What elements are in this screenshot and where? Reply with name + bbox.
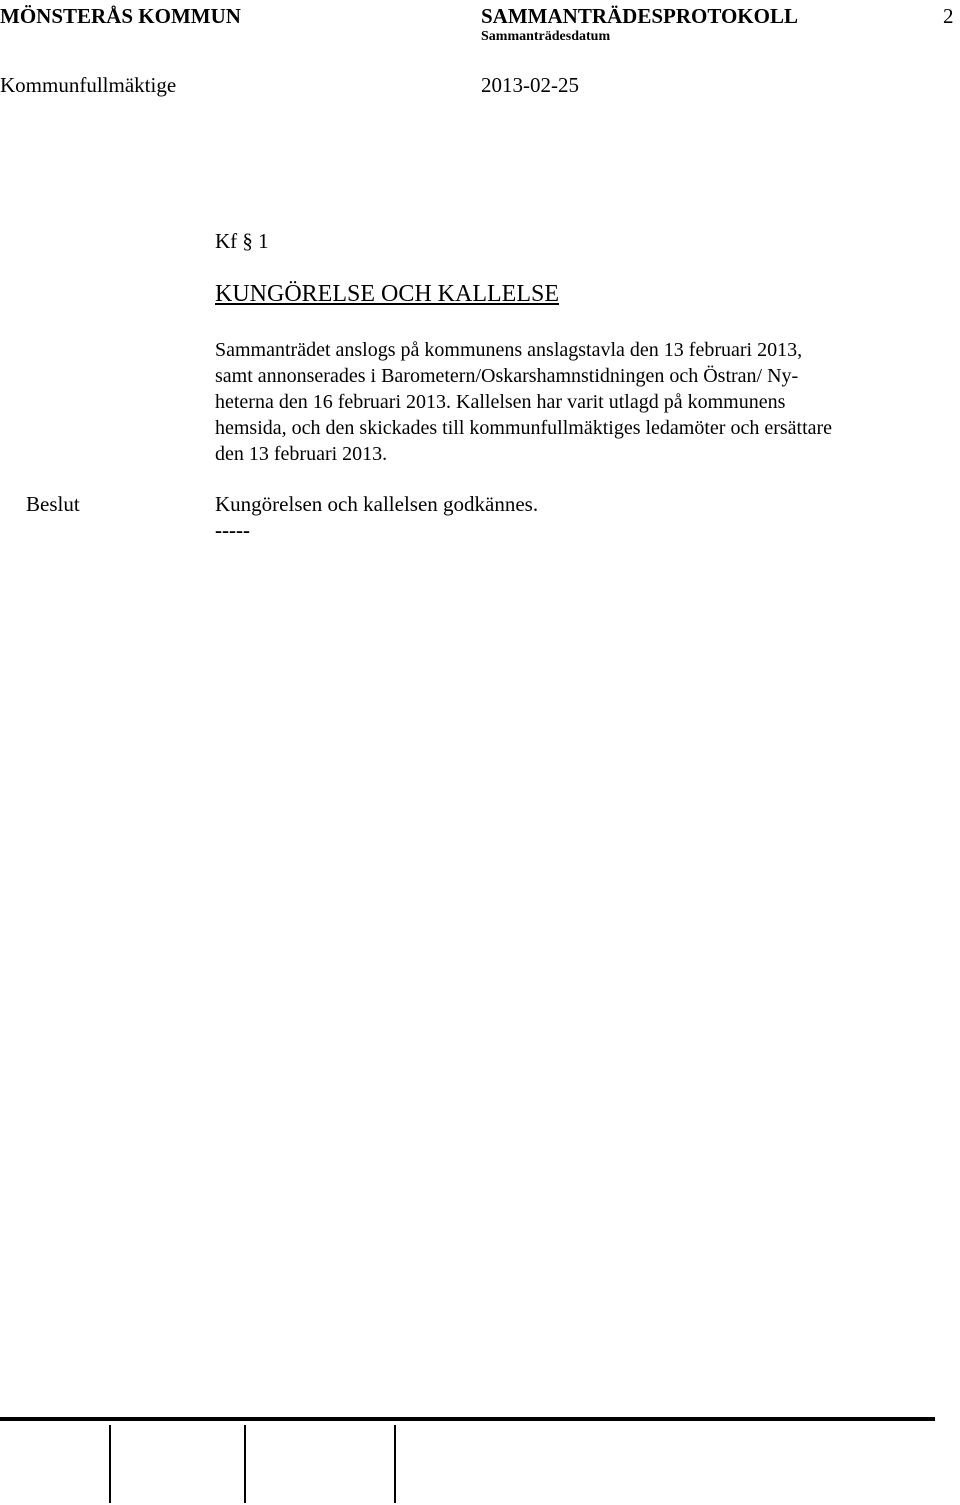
municipality-name: MÖNSTERÅS KOMMUN — [0, 4, 241, 28]
body-line-2: samt annonserades i Barometern/Oskarshamnstidningen och Östran/ Ny- — [215, 365, 799, 387]
page-number: 2 — [943, 4, 954, 28]
paragraph-reference: Kf § 1 — [215, 229, 269, 253]
section-title: KUNGÖRELSE OCH KALLELSE — [215, 281, 559, 307]
signature-box-divider-2 — [244, 1425, 246, 1503]
document-type: SAMMANTRÄDESPROTOKOLL — [481, 4, 798, 28]
body-line-5: den 13 februari 2013. — [215, 443, 388, 465]
body-line-1: Sammanträdet anslogs på kommunens anslagstavla den 13 februari 2013, — [215, 339, 803, 361]
date-caption: Sammanträdesdatum — [481, 29, 611, 44]
meeting-date: 2013-02-25 — [481, 73, 579, 97]
signature-box-divider-3 — [394, 1425, 396, 1503]
decision-text: Kungörelsen och kallelsen godkännes. — [215, 492, 539, 516]
footer-rule — [0, 1417, 935, 1421]
body-line-4: hemsida, och den skickades till kommunfullmäktiges ledamöter och ersättare — [215, 417, 833, 439]
end-marker: ----- — [215, 518, 250, 542]
signature-box-divider-1 — [109, 1425, 111, 1503]
body-name: Kommunfullmäktige — [0, 73, 177, 97]
decision-label: Beslut — [26, 492, 80, 516]
body-line-3: heterna den 16 februari 2013. Kallelsen har varit utlagd på kommunens — [215, 391, 786, 413]
